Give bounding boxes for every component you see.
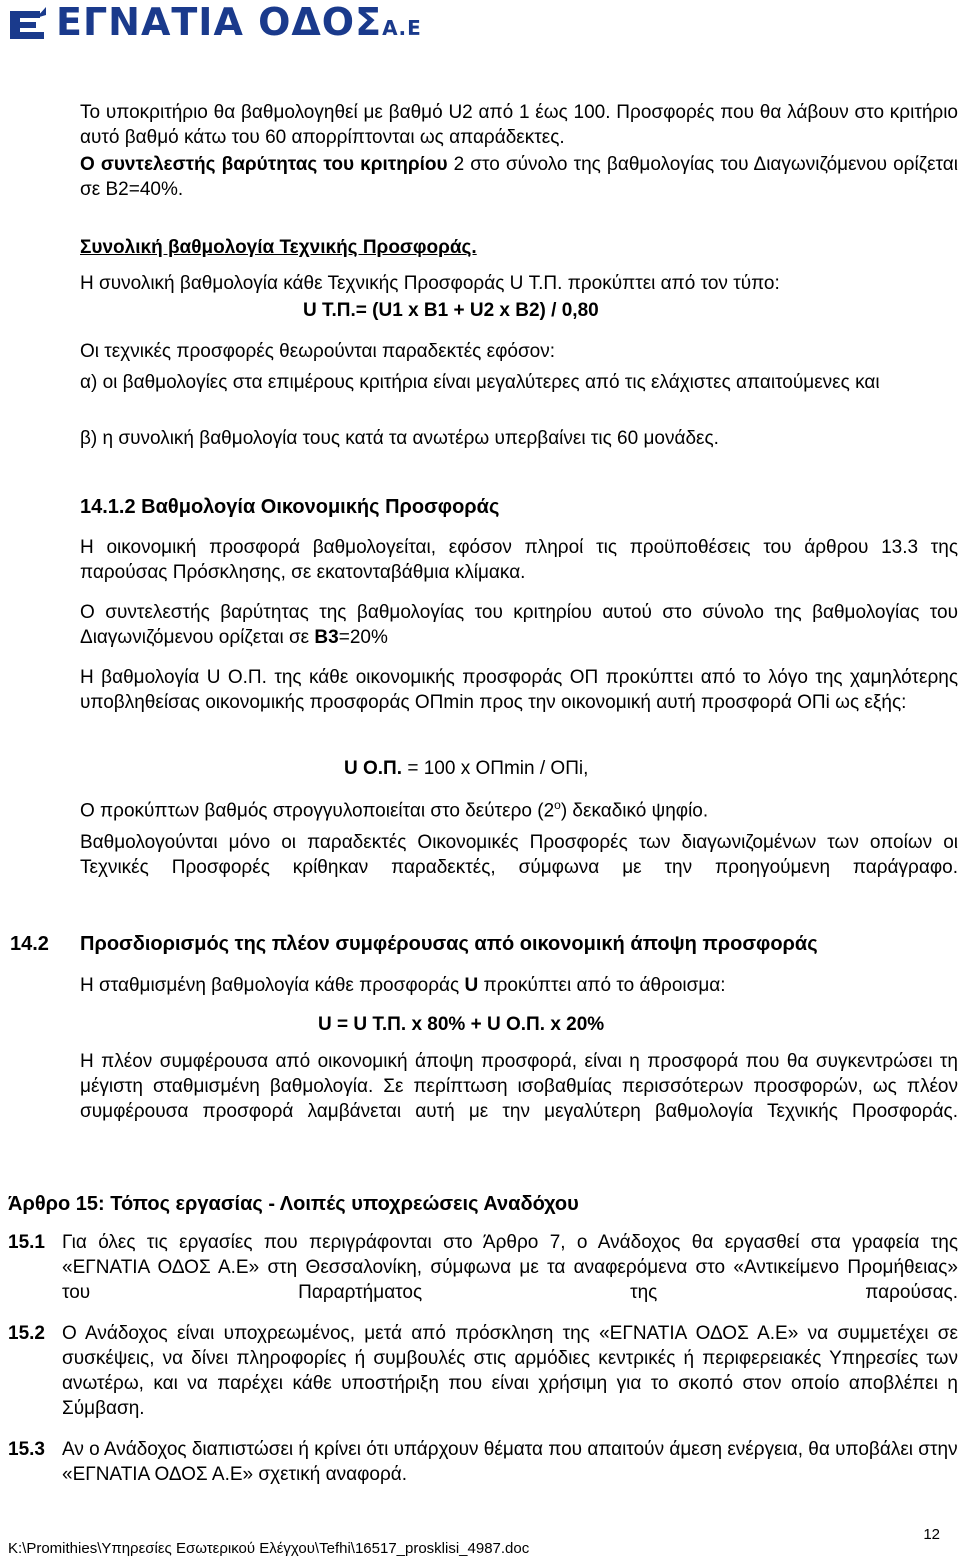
paragraph-financial-scale: Η οικονομική προσφορά βαθμολογείται, εφόσον πληροί τις προϋποθέσεις του άρθρου 13.3 της παρούσας Πρόσκλησης, σε εκατονταβάθμια κλίμακα. bbox=[80, 537, 958, 583]
section-15-2-text: Ο Ανάδοχος είναι υποχρεωμένος, μετά από πρόσκληση της «ΕΓΝΑΤΙΑ ΟΔΟΣ Α.Ε» να συμμετέχει σε συσκέψεις, να δίνει πληροφορίες ή συμβουλές στις αρμόδιες κεντρικές ή περιφερειακές Υπηρεσίες των ανωτέρω, και να παρέχει κάθε υποστήριξη που είναι χρήσιμη για το σκοπό στον οποίο αποβλέπει η Σύμβαση. bbox=[62, 1323, 958, 1419]
paragraph-eligible-offers: Βαθμολογούνται μόνο οι παραδεκτές Οικονομικές Προσφορές των διαγωνιζομένων των οποίων οι Τεχνικές Προσφορές κρίθηκαν παραδεκτές, σύμφωνα με την προηγούμενη παράγραφο. bbox=[80, 832, 958, 878]
paragraph-condition-a: α) οι βαθμολογίες στα επιμέρους κριτήρια είναι μεγαλύτερες από τις ελάχιστες απαιτούμενες και bbox=[80, 372, 880, 393]
paragraph-u2-scoring: Το υποκριτήριο θα βαθμολογηθεί με βαθμό U2 από 1 έως 100. Προσφορές που θα λάβουν στο κριτήριο αυτό βαθμό κάτω του 60 απορρίπτονται ως απαράδεκτες. bbox=[80, 102, 958, 148]
paragraph-rounding: Ο προκύπτων βαθμός στρογγυλοποιείται στο δεύτερο $(2^o)$ δεκαδικό ψηφίο. bbox=[80, 798, 709, 822]
logo-text: ΕΓΝΑΤΙΑ ΟΔΟΣΑ.Ε bbox=[56, 0, 422, 44]
paragraph-b3-weight: Ο συντελεστής βαρύτητας της βαθμολογίας του κριτηρίου αυτού στο σύνολο της βαθμολογίας του Διαγωνιζόμενου ορίζεται σε Β3=20% bbox=[80, 602, 958, 648]
formula-financial-score: U Ο.Π. = 100 x ΟΠmin / ΟΠi, bbox=[344, 758, 589, 779]
formula-weighted-score: U = U Τ.Π. x 80% + U Ο.Π. x 20% bbox=[318, 1014, 605, 1035]
heading-total-technical-score: Συνολική βαθμολογία Τεχνικής Προσφοράς. bbox=[80, 237, 477, 258]
paragraph-b2-weight: Ο συντελεστής βαρύτητας του κριτηρίου 2 στο σύνολο της βαθμολογίας του Διαγωνιζόμενου ορίζεται σε Β2=40%. bbox=[80, 154, 958, 200]
heading-14-2-title: Προσδιορισμός της πλέον συμφέρουσας από οικονομική άποψη προσφοράς bbox=[80, 933, 818, 955]
header-logo bbox=[6, 2, 422, 48]
egnatia-logo-mark-icon bbox=[6, 3, 50, 47]
heading-14-2-number: 14.2 bbox=[10, 933, 49, 955]
section-15-1-text: Για όλες τις εργασίες που περιγράφονται στο Άρθρο 7, ο Ανάδοχος θα εργασθεί στα γραφεία της «ΕΓΝΑΤΙΑ ΟΔΟΣ Α.Ε» στη Θεσσαλονίκη, σύμφωνα με τα αναφερόμενα στο «Αντικείμενο Προμήθειας» του Παραρτήματος της παρούσας. bbox=[62, 1232, 958, 1303]
footer-page-number: 12 bbox=[923, 1526, 940, 1543]
section-15-3-text: Αν ο Ανάδοχος διαπιστώσει ή κρίνει ότι υπάρχουν θέματα που απαιτούν άμεση ενέργεια, θα υποβάλει στην «ΕΓΝΑΤΙΑ ΟΔΟΣ Α.Ε» σχετική αναφορά. bbox=[62, 1439, 958, 1485]
paragraph-technical-formula-intro: Η συνολική βαθμολογία κάθε Τεχνικής Προσφοράς U Τ.Π. προκύπτει από τον τύπο: bbox=[80, 273, 780, 294]
section-15-3-number: 15.3 bbox=[8, 1439, 45, 1460]
paragraph-condition-b: β) η συνολική βαθμολογία τους κατά τα ανωτέρω υπερβαίνει τις 60 μονάδες. bbox=[80, 428, 719, 449]
formula-technical-score: U Τ.Π.= (U1 x B1 + U2 x B2) / 0,80 bbox=[303, 300, 599, 321]
paragraph-best-offer: Η πλέον συμφέρουσα από οικονομική άποψη προσφορά, είναι η προσφορά που θα συγκεντρώσει τη μέγιστη σταθμισμένη βαθμολογία. Σε περίπτωση ισοβαθμίας περισσότερων προσφορών, ως πλέον συμφέρουσα προσφορά λαμβάνεται αυτή με την μεγαλύτερη βαθμολογία Τεχνικής Προσφοράς. bbox=[80, 1051, 958, 1122]
footer-file-path: K:\Promithies\Υπηρεσίες Εσωτερικού Ελέγχου\Tefhi\16517_prosklisi_4987.doc bbox=[8, 1540, 530, 1557]
heading-14-1-2: 14.1.2 Βαθμολογία Οικονομικής Προσφοράς bbox=[80, 496, 500, 518]
paragraph-acceptance-intro: Οι τεχνικές προσφορές θεωρούνται παραδεκτές εφόσον: bbox=[80, 341, 556, 362]
paragraph-weighted-score: Η σταθμισμένη βαθμολογία κάθε προσφοράς U προκύπτει από το άθροισμα: bbox=[80, 975, 726, 996]
heading-article-15: Άρθρο 15: Τόπος εργασίας - Λοιπές υποχρεώσεις Αναδόχου bbox=[8, 1193, 579, 1215]
section-15-1-number: 15.1 bbox=[8, 1232, 45, 1253]
paragraph-financial-ratio: Η βαθμολογία U Ο.Π. της κάθε οικονομικής προσφοράς ΟΠ προκύπτει από το λόγο της χαμηλότερης υποβληθείσας οικονομικής προσφοράς ΟΠmin προς την οικονομική αυτή προσφορά ΟΠi ως εξής: bbox=[80, 667, 958, 713]
section-15-2-number: 15.2 bbox=[8, 1323, 45, 1344]
